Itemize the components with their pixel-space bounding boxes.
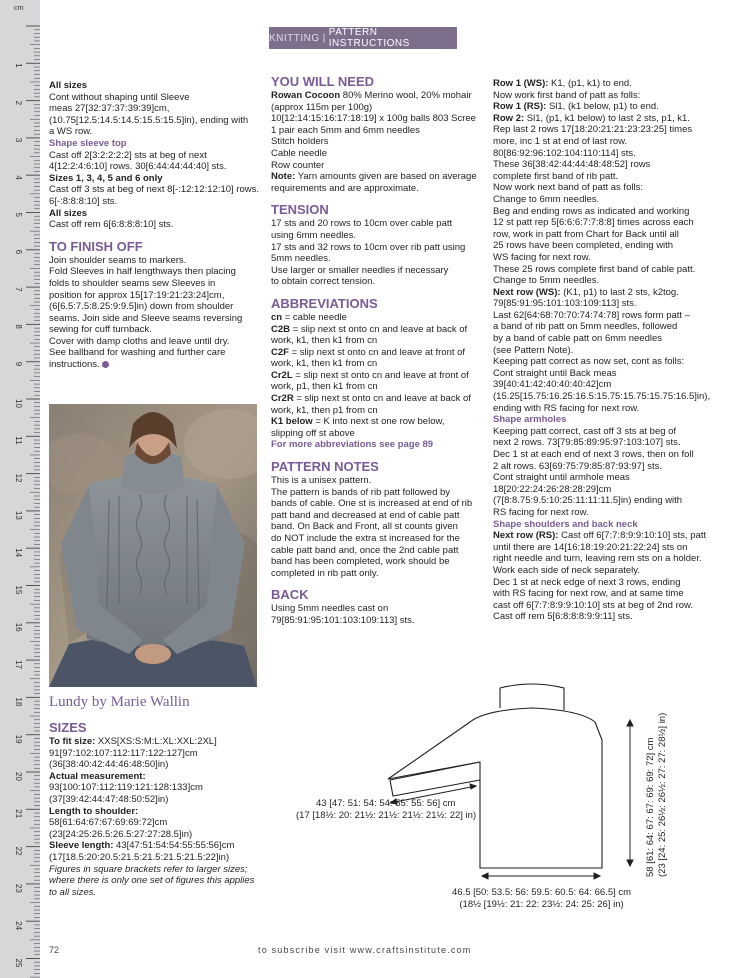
- row-label: Next row (RS):: [493, 530, 559, 542]
- text-line: folds to shoulder seams sew Sleeves in: [49, 277, 216, 289]
- shape-armholes-heading: Shape armholes: [493, 414, 567, 426]
- text-line: (15.25[15.75:16.25:16.5:15.75:15.75:15.75:16.5]in),: [493, 391, 711, 403]
- size-value: 43[47:51:54:54:55:55:56]cm: [113, 840, 235, 852]
- sizes-subheading: Sizes 1, 3, 4, 5 and 6 only: [49, 172, 163, 184]
- text-line: 93[100:107:112:119:121:128:133]cm: [49, 782, 203, 794]
- text-line: (36[38:40:42:44:46:48:50]in): [49, 759, 169, 771]
- ruler-unit: cm: [14, 5, 24, 12]
- ruler-label: 9: [14, 361, 23, 367]
- text-line: 2 alt rows. 63[69:75:79:85:87:93:97] sts.: [493, 460, 663, 472]
- text-line: work, p1, then k1 from cn: [271, 381, 378, 393]
- body-outline: [388, 708, 602, 868]
- section-title: PATTERN INSTRUCTIONS: [328, 27, 410, 49]
- text-line: until there are 14[16:18:19:20:21:22:24] sts on: [493, 541, 688, 553]
- text-line: Cable needle: [271, 147, 327, 159]
- page-number: 72: [49, 945, 60, 955]
- row-label: Next row (WS):: [493, 286, 561, 298]
- width-in: (18½ [19½: 21: 22: 23½: 24: 25: 26] in): [459, 898, 624, 910]
- text-line: a WS row.: [49, 126, 93, 138]
- ruler-label: 23: [14, 883, 23, 893]
- text-line: Use larger or smaller needles if necessary: [271, 264, 449, 276]
- abbr-def: = slip next st onto cn and leave at back of: [293, 393, 471, 405]
- text-line: Work each side of neck separately.: [493, 564, 640, 576]
- text-line: complete first band of rib patt.: [493, 170, 619, 182]
- text-line: 12 st patt rep 5[6:6:6:7:7:8:8] times across each: [493, 217, 694, 229]
- ruler-label: 17: [14, 660, 23, 670]
- all-sizes-heading: All sizes: [49, 207, 88, 219]
- text-line: 58[61:64:67:67:69:69:72]cm: [49, 817, 168, 829]
- abbreviations-heading: ABBREVIATIONS: [271, 295, 378, 311]
- ruler-label: 14: [14, 548, 23, 558]
- text-line: Cont straight until Back meas: [493, 367, 617, 379]
- text-line: more, inc 1 st at end of last row.: [493, 135, 628, 147]
- designer-credit: Lundy by Marie Wallin: [49, 694, 190, 710]
- text-line: (see Pattern Note).: [493, 344, 574, 356]
- text-line: work, k1, then k1 from cn: [271, 335, 378, 347]
- row-label: Row 1 (RS):: [493, 101, 547, 113]
- text-line: Cont without shaping until Sleeve: [49, 91, 190, 103]
- ruler-label: 25: [14, 958, 23, 968]
- ruler-label: 11: [14, 436, 23, 445]
- text-line: Fold Sleeves in half lengthways then placing: [49, 266, 236, 278]
- sizes-heading: SIZES: [49, 720, 87, 735]
- abbr-term: Cr2L: [271, 369, 293, 381]
- text-line: 4[12:2:4:6:10] rows. 30[6:44:44:44:40] sts.: [49, 161, 227, 173]
- section-header-tag: [269, 27, 457, 49]
- ruler-label: 21: [14, 809, 23, 819]
- text-line: by a band of cable patt on 6mm needles: [493, 333, 663, 345]
- measuring-ruler: [0, 0, 40, 978]
- ruler-label: 20: [14, 772, 23, 781]
- text-line: ending with RS facing for next row.: [493, 402, 640, 414]
- pattern-notes-heading: PATTERN NOTES: [271, 459, 379, 475]
- text-line: 17 sts and 32 rows to 10cm over rib patt using: [271, 241, 466, 253]
- text-line: do NOT include the extra st increased for the: [271, 533, 460, 544]
- text-line: row, work in patt from Chart for Back until all: [493, 228, 679, 240]
- text-line: Beg and ending rows as indicated and working: [493, 205, 690, 217]
- size-label: Actual measurement:: [49, 770, 146, 782]
- text-line: 79[85:91:95:101:103:109:113] sts.: [271, 614, 415, 626]
- text-line: 39[40:41:42:40:40:40:42]cm: [493, 379, 612, 391]
- text-line: These 25 rows complete first band of cable patt.: [493, 263, 696, 275]
- note-text: Yarn amounts given are based on average: [295, 171, 477, 183]
- row-text: Sl1, (p1, k1 below) to last 2 sts, p1, k1.: [524, 112, 690, 124]
- ruler-label: 19: [14, 734, 23, 744]
- text-line: requirements and are approximate.: [271, 182, 419, 194]
- text-line: instructions.: [49, 359, 100, 371]
- text-line: (10.75[12.5:14.5:14.5:15.5:15.5]in), ending with: [49, 114, 249, 126]
- abbr-term: Cr2R: [271, 393, 294, 405]
- note-label: Note:: [271, 171, 296, 183]
- abbr-term: K1 below: [271, 416, 313, 428]
- text-line: Rep last 2 rows 17[18:20:21:21:23:23:25] times: [493, 124, 693, 136]
- text-line: (23[24:25:26.5:26.5:27:27:28.5]in): [49, 828, 193, 840]
- arrow-head: [470, 784, 476, 789]
- size-label: To fit size:: [49, 736, 96, 747]
- yarn-name: Rowan Cocoon: [271, 90, 341, 101]
- text-line: band has been completed, work should be: [271, 556, 450, 568]
- section-label: KNITTING: [269, 32, 320, 44]
- collar-outline: [500, 684, 564, 710]
- text-line: slipping off st above: [271, 427, 355, 439]
- text-line: 25 rows have been completed, ending with: [493, 240, 674, 252]
- ruler-label: 4: [14, 175, 23, 180]
- subscribe-footer: to subscribe visit www.craftsinstitute.com: [258, 945, 472, 955]
- text-line: work, k1, then k1 from cn: [271, 358, 378, 370]
- row-text: K1, (p1, k1) to end.: [548, 78, 632, 89]
- text-line: 80[86:92:96:102:104:110:114] sts.: [493, 147, 636, 159]
- text-line: Cover with damp cloths and leave until dry.: [49, 335, 230, 347]
- text-line: This is a unisex pattern.: [271, 475, 372, 487]
- ruler-label: 5: [14, 212, 23, 217]
- text-line: (6[6.5:7.5:8.25:9:9.5]in) down from shoulder: [49, 301, 234, 313]
- size-label: Sleeve length:: [49, 840, 114, 852]
- row-text: Sl1, (k1 below, p1) to end.: [546, 101, 659, 113]
- text-line: Last 62[64:68:70:70:74:74:78] rows form patt –: [493, 309, 690, 321]
- text-line: Now work first band of patt as folls:: [493, 89, 641, 101]
- length-in: (23 [24: 25: 26½: 26½: 27: 27: 28½] in): [656, 712, 668, 877]
- ruler-label: 1: [13, 63, 23, 68]
- size-value: XXS[XS:S:M:L:XL:XXL:2XL]: [95, 736, 217, 747]
- text-line: Cast off rem 6[6:8:8:8:10] sts.: [49, 219, 174, 231]
- text-line: using 6mm needles.: [271, 229, 357, 241]
- all-sizes-heading: All sizes: [49, 80, 88, 91]
- length-cm: 58 [61: 64: 67: 67: 69: 69: 72] cm: [645, 737, 656, 877]
- yarn-detail: 80% Merino wool, 20% mohair: [340, 90, 472, 101]
- text-line: sewing for cuff turnback.: [49, 324, 152, 336]
- ruler-label: 3: [14, 137, 23, 143]
- text-line: Stitch holders: [271, 136, 329, 148]
- ruler-label: 18: [14, 697, 23, 707]
- text-line: Now work next band of patt as folls:: [493, 182, 643, 194]
- sizes-note: Figures in square brackets refer to larger sizes;: [49, 863, 248, 875]
- text-line: bands of cable. One st is increased at end of rib: [271, 498, 473, 510]
- column-right: [493, 78, 723, 623]
- text-line: meas 27[32:37:37:39:39]cm,: [49, 103, 170, 115]
- ruler-label: 15: [14, 585, 23, 595]
- text-line: Join shoulder seams to markers.: [49, 254, 187, 266]
- text-line: Dec 1 st at neck edge of next 3 rows, ending: [493, 576, 681, 588]
- text-line: Using 5mm needles cast on: [271, 603, 389, 615]
- model-illustration: [49, 404, 257, 687]
- text-line: 10[12:14:15:16:17:18:19] x 100g balls 803 Scree: [271, 113, 476, 125]
- ruler-label: 22: [14, 846, 23, 856]
- abbr-def: = slip next st onto cn and leave at front of: [292, 369, 469, 381]
- text-line: band. On Back and Front, all st counts given: [271, 521, 458, 533]
- text-line: cable patt band and, once the 2nd cable patt: [271, 544, 459, 556]
- ruler-graphic: [0, 0, 40, 978]
- column-middle: [271, 74, 486, 627]
- text-line: 18[20:22:24:26:28:28:29]cm: [493, 483, 612, 495]
- abbr-term: C2B: [271, 323, 291, 335]
- to-finish-off-heading: TO FINISH OFF: [49, 238, 143, 254]
- sizes-note: where there is only one set of figures this applies: [49, 875, 255, 887]
- ruler-label: 13: [13, 510, 23, 520]
- text-line: to obtain correct tension.: [271, 276, 376, 288]
- text-line: seams. Join side and Sleeve seams reversing: [49, 312, 243, 324]
- end-bullet-icon: [102, 361, 109, 368]
- ruler-label: 10: [14, 399, 23, 408]
- sleeve-in: (17 [18½: 20: 21½: 21½: 21½: 21½: 22] in): [296, 809, 477, 821]
- abbr-term: cn: [271, 311, 283, 323]
- text-line: These 36[38:42:44:44:48:48:52] rows: [493, 159, 651, 171]
- ruler-label: 2: [14, 100, 23, 106]
- more-abbreviations-link: For more abbreviations see page 89: [271, 439, 434, 451]
- sizes-note: to all sizes.: [49, 886, 96, 898]
- text-line: Cast off 2[3:2:2:2:2] sts at beg of next: [49, 149, 207, 161]
- text-line: Keeping patt correct, cast off 3 sts at beg of: [493, 425, 677, 437]
- width-cm: 46.5 [50: 53.5: 56: 59.5: 60.5: 64: 66.5] cm: [452, 887, 632, 898]
- text-line: (17[18.5:20:20.5:21.5:21.5:21.5:21.5:22]in): [49, 851, 230, 863]
- abbr-def: = cable needle: [282, 311, 347, 323]
- text-line: Change to 6mm needles.: [493, 193, 600, 205]
- size-label: Length to shoulder:: [49, 805, 139, 817]
- arrow-head: [627, 860, 633, 866]
- ruler-label: 24: [14, 921, 23, 931]
- back-heading: BACK: [271, 587, 309, 603]
- column-left: [49, 80, 264, 371]
- arrow-head: [627, 720, 633, 726]
- text-line: a band of rib patt on 5mm needles, followed: [493, 321, 678, 333]
- text-line: right needle and turn, leaving rem sts on a holder.: [493, 553, 702, 565]
- abbr-term: C2F: [271, 346, 289, 358]
- ruler-label: 12: [14, 473, 23, 483]
- row-label: Row 2:: [493, 112, 525, 124]
- sleeve-outline: [390, 762, 480, 796]
- text-line: completed in rib patt only.: [271, 567, 379, 579]
- arrow-head: [594, 873, 600, 879]
- tension-heading: TENSION: [271, 202, 329, 218]
- text-line: WS facing for next row.: [493, 251, 591, 263]
- shape-sleeve-top-heading: Shape sleeve top: [49, 137, 127, 149]
- ruler-label: 16: [14, 622, 23, 632]
- text-line: Keeping patt correct as now set, cont as folls:: [493, 356, 685, 368]
- model-photo: [49, 404, 257, 687]
- text-line: Cast off 3 sts at beg of next 8[-:12:12:12:10] rows.: [49, 184, 260, 196]
- ruler-label: 6: [14, 249, 23, 255]
- header-separator: |: [322, 32, 326, 44]
- abbr-def: = slip next st onto cn and leave at back of: [290, 323, 468, 335]
- text-line: Cont straight until armhole meas: [493, 472, 630, 484]
- sizes-block: [49, 720, 264, 898]
- row-label: Row 1 (WS):: [493, 78, 549, 89]
- text-line: 5mm needles.: [271, 253, 331, 265]
- you-will-need-heading: YOU WILL NEED: [271, 74, 375, 89]
- text-line: 1 pair each 5mm and 6mm needles: [271, 124, 420, 136]
- text-line: patt band and decreased at end of cable patt: [271, 509, 460, 521]
- sleeve-cm: 43 [47: 51: 54: 54: 55: 55: 56] cm: [316, 798, 456, 809]
- abbr-def: = slip next st onto cn and leave at front of: [288, 346, 466, 358]
- text-line: Cast off rem 5[6:8:8:8:9:9:11] sts.: [493, 611, 633, 623]
- text-line: 17 sts and 20 rows to 10cm over cable patt: [271, 218, 453, 230]
- sleeve-measurement: [296, 798, 477, 821]
- row-text: Cast off 6[7:7:8:9:9:10:10] sts, patt: [558, 530, 707, 542]
- ruler-label: 8: [14, 324, 23, 329]
- shape-shoulders-heading: Shape shoulders and back neck: [493, 518, 638, 530]
- arrow-head: [482, 873, 488, 879]
- text-line: RS facing for next row.: [493, 506, 589, 518]
- length-measurement: [645, 677, 668, 877]
- text-line: (approx 115m per 100g): [271, 101, 373, 113]
- text-line: cast off 6[7:7:8:9:9:10:10] sts at beg of 2nd row.: [493, 599, 693, 611]
- text-line: See ballband for washing and further care: [49, 347, 226, 359]
- text-line: (37[39:42:44:47:48:50:52]in): [49, 793, 169, 805]
- row-text: (K1, p1) to last 2 sts, k2tog.: [560, 286, 679, 298]
- text-line: Dec 1 st at each end of next 3 rows, then on foll: [493, 449, 694, 460]
- text-line: work, k1, then p1 from cn: [271, 404, 378, 416]
- ruler-label: 7: [14, 287, 23, 292]
- abbr-def: = K into next st one row below,: [312, 416, 445, 428]
- width-measurement: [452, 887, 631, 910]
- text-line: Row counter: [271, 159, 325, 171]
- text-line: 79[85:91:95:101:103:109:113] sts.: [493, 298, 637, 310]
- text-line: next 2 rows. 73[79:85:89:95:97:103:107] sts.: [493, 437, 681, 449]
- text-line: with RS facing for next row, and at same time: [493, 588, 684, 600]
- text-line: 6[-:8:8:8:10] sts.: [49, 195, 118, 207]
- text-line: position for approx 15[17:19:21:23:24]cm,: [49, 289, 225, 301]
- text-line: (7[8:8.75:9.5:10:25:11:11:11.5]in) ending with: [493, 495, 683, 507]
- text-line: 91[97:102:107:112:117:122:127]cm: [49, 747, 198, 759]
- text-line: The pattern is bands of rib patt followed by: [271, 486, 451, 498]
- text-line: Change to 5mm needles.: [493, 275, 600, 287]
